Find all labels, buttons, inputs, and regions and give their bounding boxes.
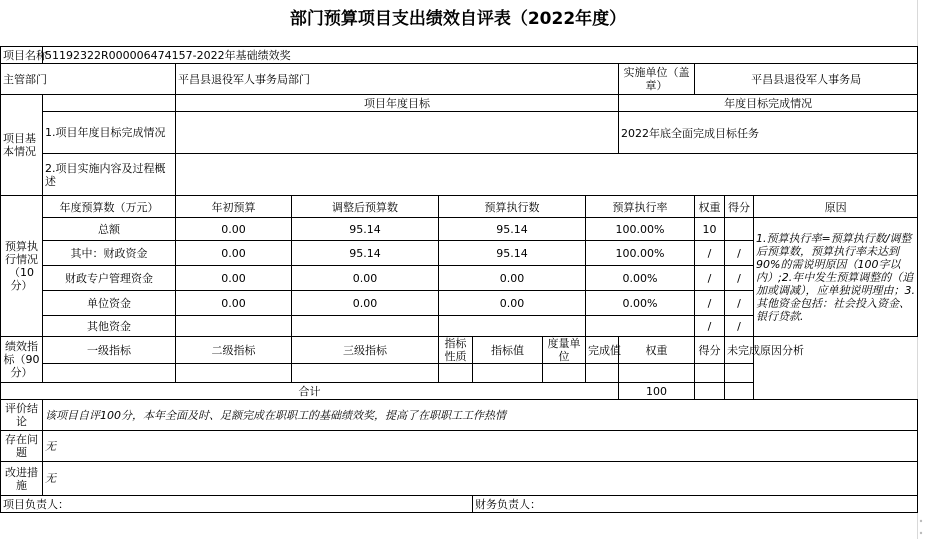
finance-lead-label: 财务负责人： [473, 496, 918, 513]
budget-row-label: 财政专户管理资金 [43, 266, 176, 291]
department-label: 主管部门 [1, 64, 176, 95]
budget-header-annual: 年度预算数（万元） [43, 196, 176, 218]
budget-row-label: 总额 [43, 218, 176, 241]
budget-rate: 100.00% [586, 241, 695, 266]
perf-cell [292, 364, 439, 383]
measures-label: 改进措施 [1, 462, 43, 496]
perf-cell [473, 364, 543, 383]
budget-header-weight: 权重 [695, 196, 725, 218]
budget-executed: 0.00 [439, 291, 586, 316]
perf-header-target: 指标值 [473, 337, 543, 364]
budget-header-score: 得分 [725, 196, 754, 218]
issues-label: 存在问题 [1, 431, 43, 462]
perf-cell [619, 364, 695, 383]
perf-header-level1: 一级指标 [43, 337, 176, 364]
budget-row [1, 218, 918, 241]
budget-adjusted: 95.14 [292, 241, 439, 266]
issues-value: 无 [43, 431, 918, 462]
budget-score: / [725, 266, 754, 291]
total-weight: 100 [619, 383, 695, 400]
implementation-overview-label: 2.项目实施内容及过程概述 [43, 154, 176, 196]
perf-cell [176, 364, 292, 383]
perf-header-reason: 未完成原因分析 [725, 337, 754, 364]
budget-adjusted [292, 316, 439, 337]
budget-row-label: 其他资金 [43, 316, 176, 337]
measures-value: 无 [43, 462, 918, 496]
perf-header-weight: 权重 [619, 337, 695, 364]
budget-initial: 0.00 [176, 241, 292, 266]
perf-header-level3: 三级指标 [292, 337, 439, 364]
budget-rate: 0.00% [586, 291, 695, 316]
implementation-overview-value [176, 154, 918, 196]
budget-rate: 100.00% [586, 218, 695, 241]
budget-header-initial: 年初预算 [176, 196, 292, 218]
project-name-label: 项目名称 [1, 47, 43, 64]
budget-adjusted: 0.00 [292, 291, 439, 316]
budget-score: / [725, 316, 754, 337]
performance-section-label: 绩效指标（90分） [1, 337, 43, 383]
perf-header-score: 得分 [695, 337, 725, 364]
budget-adjusted: 0.00 [292, 266, 439, 291]
perf-cell [439, 364, 473, 383]
perf-header-nature: 指标性质 [439, 337, 473, 364]
corner-marker-icon [917, 517, 925, 525]
budget-score: / [725, 241, 754, 266]
perf-header-completed: 完成值 [586, 337, 619, 364]
project-name-value: 51192322R000006474157-2022年基础绩效奖 [43, 47, 918, 64]
budget-executed: 0.00 [439, 266, 586, 291]
annual-goal-value [176, 112, 619, 154]
perf-header-level2: 二级指标 [176, 337, 292, 364]
budget-header-reason: 原因 [754, 196, 918, 218]
budget-header-adjusted: 调整后预算数 [292, 196, 439, 218]
perf-header-unit: 度量单位 [543, 337, 586, 364]
basic-info-label: 项目基本情况 [1, 95, 43, 196]
budget-initial: 0.00 [176, 291, 292, 316]
budget-executed: 95.14 [439, 241, 586, 266]
budget-row-label: 其中：财政资金 [43, 241, 176, 266]
page-title: 部门预算项目支出绩效自评表（2022年度） [289, 9, 627, 29]
budget-weight: / [695, 241, 725, 266]
budget-weight: / [695, 266, 725, 291]
implementing-unit-label: 实施单位（盖章） [619, 64, 695, 95]
budget-weight: 10 [695, 218, 725, 241]
budget-score [725, 218, 754, 241]
goal-completion-row-label: 1.项目年度目标完成情况 [43, 112, 176, 154]
implementing-unit-value: 平昌县退役军人事务局 [695, 64, 918, 95]
budget-initial: 0.00 [176, 266, 292, 291]
total-reason [725, 383, 754, 400]
budget-rate [586, 316, 695, 337]
budget-executed: 95.14 [439, 218, 586, 241]
budget-weight: / [695, 316, 725, 337]
budget-weight: / [695, 291, 725, 316]
annual-goal-header: 项目年度目标 [176, 95, 619, 112]
goal-completion-header: 年度目标完成情况 [619, 95, 918, 112]
total-label: 合计 [1, 383, 619, 400]
budget-initial [176, 316, 292, 337]
budget-rate: 0.00% [586, 266, 695, 291]
evaluation-table [0, 46, 918, 513]
perf-cell [725, 364, 754, 383]
budget-initial: 0.00 [176, 218, 292, 241]
project-lead-label: 项目负责人： [1, 496, 473, 513]
department-value: 平昌县退役军人事务局部门 [176, 64, 619, 95]
budget-reason-note: 1.预算执行率=预算执行数/调整后预算数，预算执行率未达到90%的需说明原因（100字以内）;2.年中发生预算调整的（追加或调减），应单独说明理由；3.其他资金包括：社会投入资金、银行贷款. [754, 218, 918, 337]
perf-cell [586, 364, 619, 383]
budget-header-rate: 预算执行率 [586, 196, 695, 218]
budget-score: / [725, 291, 754, 316]
perf-cell [695, 364, 725, 383]
budget-section-label: 预算执行情况（10分） [1, 196, 43, 337]
budget-executed [439, 316, 586, 337]
conclusion-label: 评价结论 [1, 400, 43, 431]
total-score [695, 383, 725, 400]
budget-adjusted: 95.14 [292, 218, 439, 241]
budget-header-executed: 预算执行数 [439, 196, 586, 218]
perf-cell [543, 364, 586, 383]
corner-marker-icon [917, 529, 925, 537]
budget-row-label: 单位资金 [43, 291, 176, 316]
goal-completion-value: 2022年底全面完成目标任务 [619, 112, 918, 154]
basic-info-blank [43, 95, 176, 112]
conclusion-value: 该项目自评100分，本年全面及时、足额完成在职职工的基础绩效奖，提高了在职职工工作热情 [43, 400, 918, 431]
perf-cell [43, 364, 176, 383]
performance-row [1, 364, 918, 383]
